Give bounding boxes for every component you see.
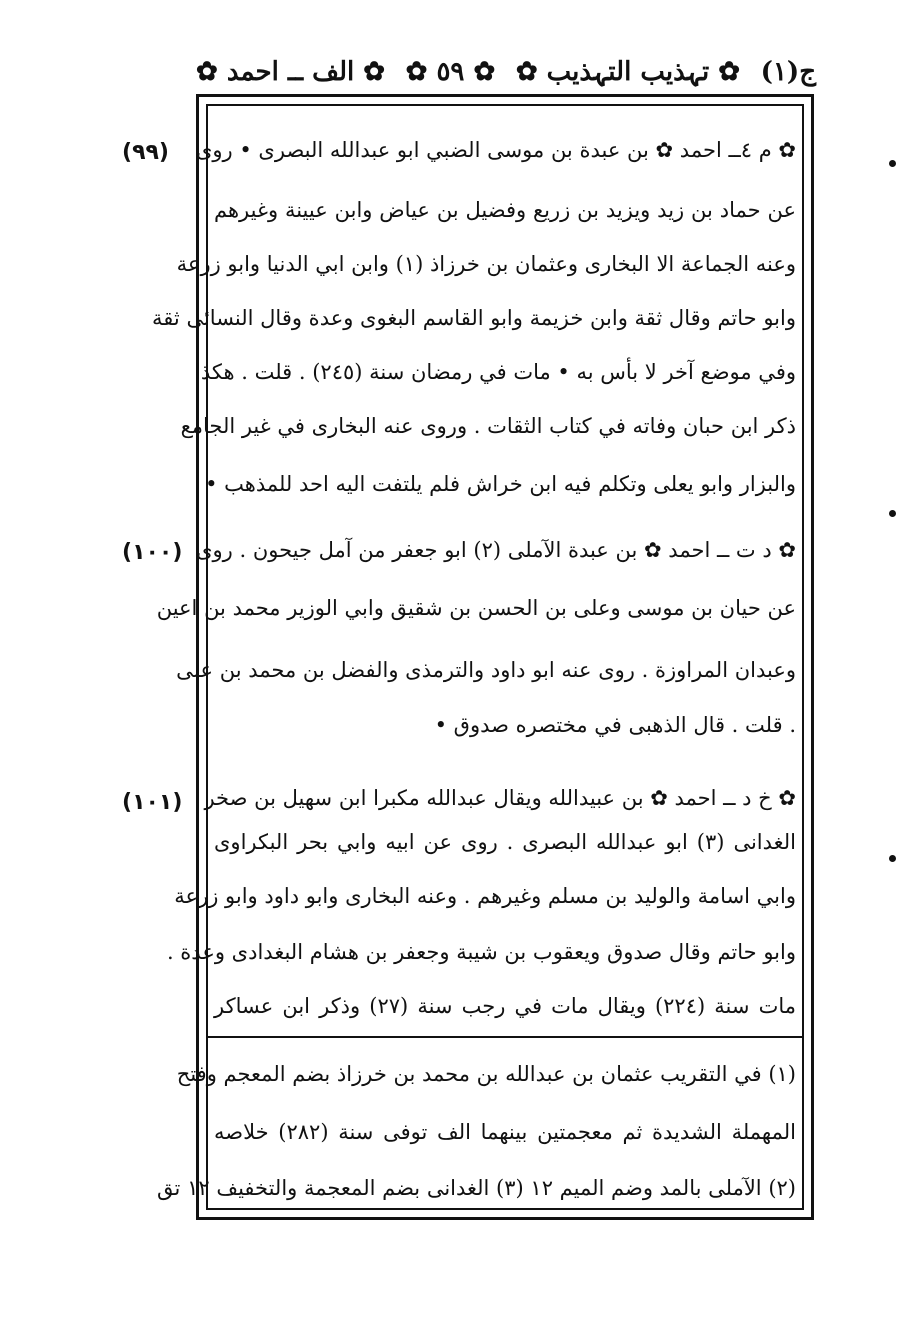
scan-dot — [889, 855, 896, 862]
footnote-line: المهملة الشديدة ثم معجمتين بينهما الف توفى سنة (٢٨٢) خلاصه — [214, 1120, 796, 1144]
entry-line: وابو حاتم وقال ثقة وابن خزيمة وابو القاسم البغوى وعدة وقال النسائى ثقة — [152, 306, 796, 330]
entry-number: (١٠١) — [122, 790, 183, 815]
entry-line: وابي اسامة والوليد بن مسلم وغيرهم . وعنه البخارى وابو داود وابو زرعة — [174, 884, 796, 908]
footnote-line: (٢) الآملى بالمد وضم الميم ١٢ (٣) الغدانى بضم المعجمة والتخفيف ١٢ تق — [157, 1176, 796, 1200]
entry-line: . قلت . قال الذهبى في مختصره صدوق • — [434, 713, 796, 737]
entry-line: ✿ م ٤ــ احمد ✿ بن عبدة بن موسى الضبي ابو عبدالله البصرى • روى — [195, 138, 796, 162]
page-number: ✿ ٥٩ ✿ — [405, 57, 496, 87]
entry-line: ✿ د ت ــ احمد ✿ بن عبدة الآملى (٢) ابو جعفر من آمل جيحون . روى — [196, 538, 796, 562]
scan-dot — [889, 160, 896, 167]
volume-label: ج(١) — [760, 57, 816, 87]
entry-number: (٩٩) — [122, 140, 169, 165]
entry-line: وعنه الجماعة الا البخارى وعثمان بن خرزاذ (١) وابن ابي الدنيا وابو زرعة — [176, 252, 796, 276]
entry-line: ذكر ابن حبان وفاته في كتاب الثقات . وروى عنه البخارى في غير الجامع — [180, 414, 796, 438]
scan-dot — [889, 510, 896, 517]
entry-line: عن حماد بن زيد ويزيد بن زريع وفضيل بن عياض وابن عيينة وغيرهم — [214, 198, 796, 222]
entry-number: (١٠٠) — [122, 540, 183, 565]
entry-line: ✿ خ د ــ احمد ✿ بن عبيدالله ويقال عبدالله مكبرا ابن سهيل بن صخر — [204, 786, 796, 810]
footnote-divider — [208, 1036, 802, 1038]
entry-line: وفي موضع آخر لا بأس به • مات في رمضان سنة (٢٤٥) . قلت . هكذا — [195, 360, 796, 384]
entry-line: الغدانى (٣) ابو عبدالله البصرى . روى عن ابيه وابي بحر البكراوى — [214, 830, 797, 854]
entry-line: وعبدان المراوزة . روى عنه ابو داود والترمذى والفضل بن محمد بن على — [176, 658, 796, 682]
entry-line: مات سنة (٢٢٤) ويقال مات في رجب سنة (٢٧) وذكر ابن عساكر — [214, 994, 796, 1018]
footnote-line: (١) في التقريب عثمان بن عبدالله بن محمد بن خرزاذ بضم المعجم وفتح — [176, 1062, 796, 1086]
entry-line: والبزار وابو يعلى وتكلم فيه ابن خراش فلم يلتفت اليه احد للمذهب • — [205, 472, 796, 496]
section-label: ✿ الف ــ احمد ✿ — [196, 57, 386, 87]
running-header — [196, 52, 816, 92]
book-title: ✿ تہذیب التہذیب ✿ — [515, 57, 741, 87]
entry-line: وابو حاتم وقال صدوق ويعقوب بن شيبة وجعفر بن هشام البغدادى وعدة . — [166, 940, 796, 964]
entry-line: عن حيان بن موسى وعلى بن الحسن بن شقيق وابي الوزير محمد بن اعين — [156, 596, 796, 620]
